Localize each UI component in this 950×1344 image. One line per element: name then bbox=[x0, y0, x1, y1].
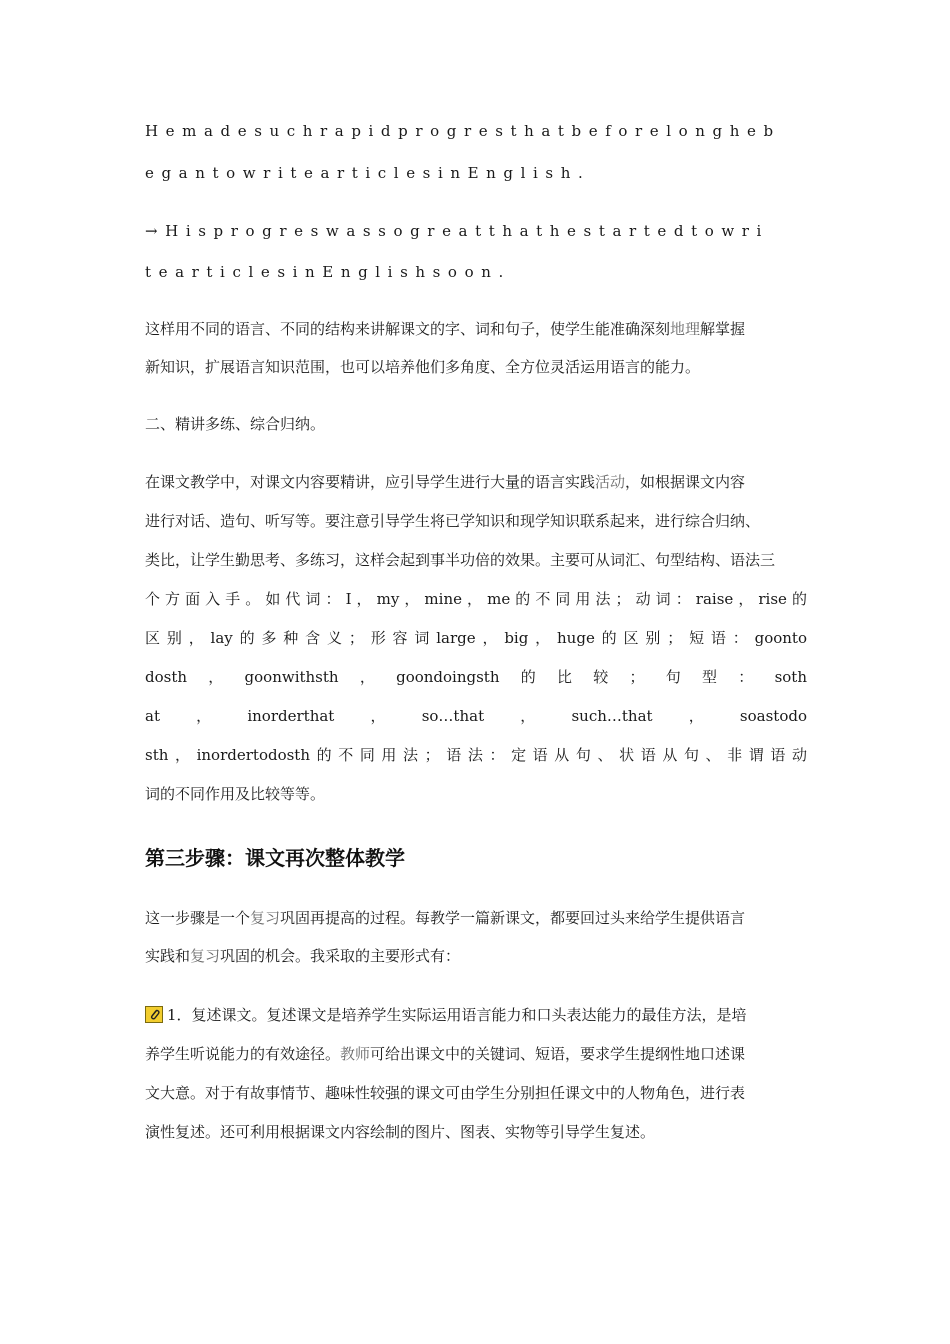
item1-line3: 文大意。对于有故事情节、趣味性较强的课文可由学生分别担任课文中的人物角色，进行表 bbox=[145, 1084, 746, 1102]
section2-line5: 区别，lay的多种含义；形容词large，big，huge的区别；短语：goonto bbox=[145, 629, 807, 647]
step3-heading: 第三步骤：课文再次整体教学 bbox=[145, 846, 405, 870]
link-teacher[interactable]: 教师 bbox=[340, 1045, 371, 1063]
section2-text: ，如根据课文内容 bbox=[625, 473, 746, 491]
example-paraphrase-line2: tearticlesinEnglishsoon. bbox=[145, 263, 511, 281]
item1-text: 1．复述课文。复述课文是培养学生实际运用语言能力和口头表达能力的最佳方法，是培 bbox=[167, 1006, 747, 1024]
link-review[interactable]: 复习 bbox=[250, 909, 281, 927]
item1-line4: 演性复述。还可利用根据课文内容绘制的图片、图表、实物等引导学生复述。 bbox=[145, 1123, 656, 1141]
link-activity[interactable]: 活动 bbox=[595, 473, 626, 491]
item1-text: 可给出课文中的关键词、短语，要求学生提纲性地口述课 bbox=[370, 1045, 746, 1063]
link-review[interactable]: 复习 bbox=[190, 947, 221, 965]
section2-title: 二、精讲多练、综合归纳。 bbox=[145, 415, 326, 433]
section2-line7: at，inorderthat，so…that，such…that，soastodo bbox=[145, 707, 807, 725]
example-original-line2: egantowritearticlesinEnglish. bbox=[145, 164, 591, 182]
paperclip-icon[interactable] bbox=[145, 1006, 163, 1023]
step3-text: 这一步骤是一个 bbox=[145, 909, 251, 927]
item1-line1 bbox=[145, 1005, 747, 1025]
item1-text: 养学生听说能力的有效途径。 bbox=[145, 1045, 341, 1063]
section2-text: 在课文教学中，对课文内容要精讲，应引导学生进行大量的语言实践 bbox=[145, 473, 596, 491]
section2-line2: 进行对话、造句、听写等。要注意引导学生将已学知识和现学知识联系起来，进行综合归纳、 bbox=[145, 512, 761, 530]
step3-para-line1 bbox=[145, 908, 745, 928]
step3-text: 巩固再提高的过程。每教学一篇新课文，都要回过头来给学生提供语言 bbox=[280, 909, 746, 927]
link-geography[interactable]: 地理 bbox=[670, 320, 701, 338]
summary-text: 解掌握 bbox=[700, 320, 746, 338]
summary-text: 这样用不同的语言、不同的结构来讲解课文的字、词和句子，使学生能准确深刻 bbox=[145, 320, 671, 338]
example-paraphrase-line1 bbox=[145, 221, 769, 241]
section2-line6: dosth，goonwithsth，goondoingsth的比较；句型：soth bbox=[145, 668, 807, 686]
section2-line4: 个方面入手。如代词：I，my，mine，me的不同用法；动词：raise，rise的 bbox=[145, 590, 807, 608]
section2-line1 bbox=[145, 472, 745, 492]
example-original-line1: Hemadesuchrapidprogresthatbeforelongheb bbox=[145, 122, 781, 140]
item1-line2 bbox=[145, 1044, 745, 1064]
arrow-icon: → bbox=[145, 222, 166, 240]
summary-line1 bbox=[145, 319, 745, 339]
step3-para-line2 bbox=[145, 946, 460, 966]
section2-line9: 词的不同作用及比较等等。 bbox=[145, 785, 326, 803]
step3-text: 实践和 bbox=[145, 947, 191, 965]
section2-line8: sth，inordertodosth的不同用法；语法：定语从句、状语从句、非谓语动 bbox=[145, 746, 807, 764]
example-paraphrase-text1: Hisprogreswassogreatthathestartedtowri bbox=[165, 222, 769, 240]
summary-line2: 新知识，扩展语言知识范围，也可以培养他们多角度、全方位灵活运用语言的能力。 bbox=[145, 358, 701, 376]
step3-text: 巩固的机会。我采取的主要形式有： bbox=[220, 947, 461, 965]
section2-line3: 类比，让学生勤思考、多练习，这样会起到事半功倍的效果。主要可从词汇、句型结构、语法三 bbox=[145, 551, 776, 569]
